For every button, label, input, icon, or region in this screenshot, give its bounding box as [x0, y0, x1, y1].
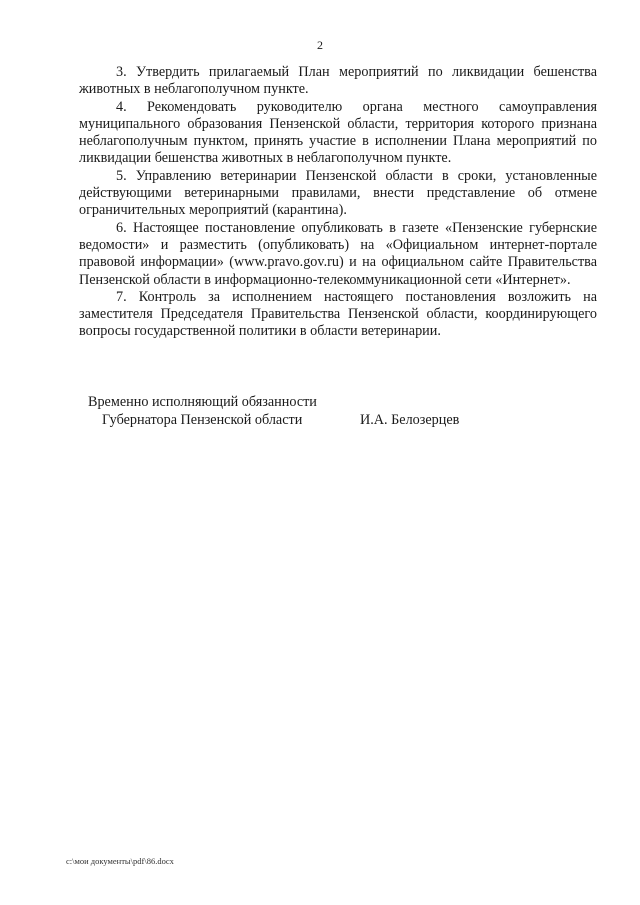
page-number: 2 [317, 38, 323, 52]
signature-block [88, 394, 508, 429]
document-body [79, 64, 597, 341]
footer-file-path: c:\мои документы\pdf\86.docx [66, 856, 174, 866]
signatory-name: И.А. Белозерцев [360, 411, 460, 428]
signature-title-line-2-row [88, 412, 508, 430]
paragraph-item-3: 3. Утвердить прилагаемый План мероприятий по ликвидации бешенства животных в неблагополучном пункте. [79, 64, 597, 98]
paragraph-item-6: 6. Настоящее постановление опубликовать в газете «Пензенские губернские ведомости» и разместить (опубликовать) на «Официальном интернет-портале правовой информации» (www.pravo.gov.ru) и на официальном сайте Правительства Пензенской области в информационно-телекоммуникационной сети «Интернет». [79, 219, 597, 288]
paragraph-item-5: 5. Управлению ветеринарии Пензенской области в сроки, установленные действующими ветеринарными правилами, внести представление об отмене ограничительных мероприятий (карантина). [79, 167, 597, 219]
signature-title-line-2: Губернатора Пензенской области [102, 411, 303, 428]
signature-title-line-1: Временно исполняющий обязанности [88, 394, 317, 410]
paragraph-item-7: 7. Контроль за исполнением настоящего постановления возложить на заместителя Председателя Правительства Пензенской области, координирующего вопросы государственной политики в области ветеринарии. [79, 288, 597, 340]
paragraph-item-4: 4. Рекомендовать руководителю органа местного самоуправления муниципального образования Пензенской области, территория которого признана неблагополучным пунктом, принять участие в исполнении Плана мероприятий по ликвидации бешенства животных в неблагополучном пункте. [79, 98, 597, 167]
